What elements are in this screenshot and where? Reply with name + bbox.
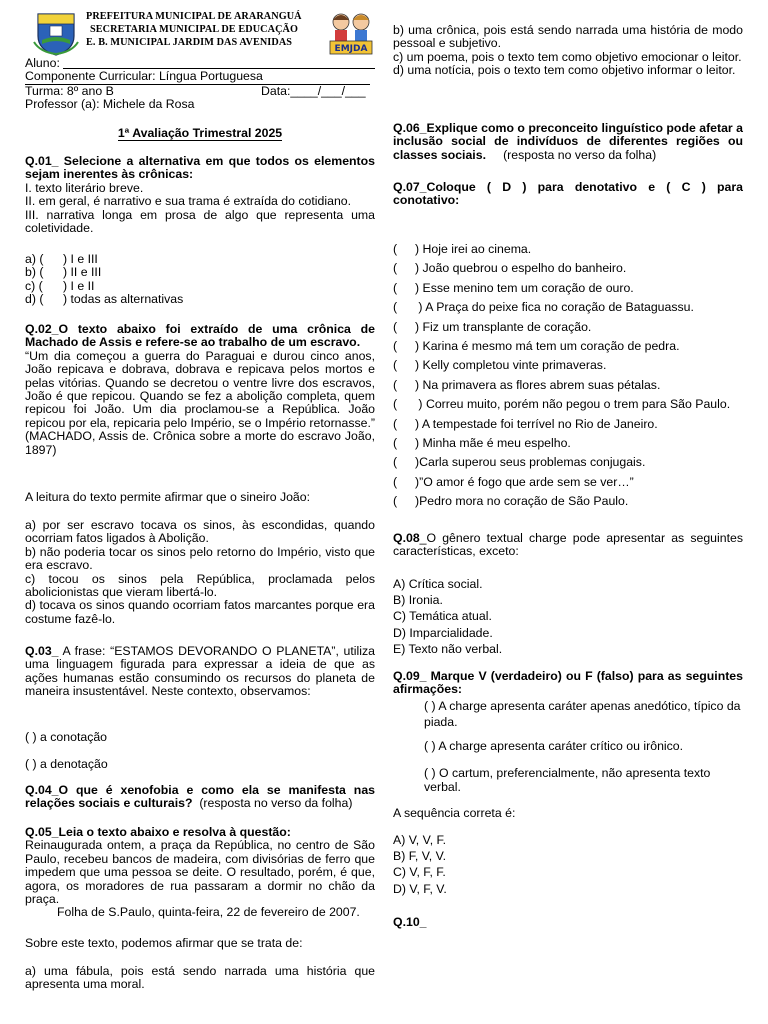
- q05-prompt: Q.05_Leia o texto abaixo e resolva à questão:: [25, 825, 291, 839]
- q09-items: [424, 698, 744, 794]
- q07-item[interactable]: ( ) Hoje irei ao cinema.: [393, 242, 532, 256]
- q01-option-a[interactable]: a) ( ) I e III: [25, 252, 98, 266]
- q08-option-c[interactable]: C) Temática atual.: [393, 609, 492, 624]
- student-info: [25, 57, 375, 112]
- q07-items: [393, 240, 743, 512]
- q08-option-b[interactable]: B) Ironia.: [393, 593, 443, 608]
- q05-question: Sobre este texto, podemos afirmar que se trata de:: [25, 936, 303, 950]
- q01-item-1: I. texto literário breve.: [25, 180, 144, 195]
- q08-option-a[interactable]: A) Crítica social.: [393, 577, 483, 591]
- q01-prompt: Q.01_ Selecione a alternativa em que todos os elementos sejam inerentes às crônicas:: [25, 154, 375, 182]
- q07-item[interactable]: ( )”O amor é fogo que arde sem se ver…”: [393, 474, 634, 489]
- q05-option-a[interactable]: a) uma fábula, pois está sendo narrada uma história que apresenta uma moral.: [25, 964, 375, 992]
- q05-source: Folha de S.Paulo, quinta-feira, 22 de fevereiro de 2007.: [57, 905, 360, 920]
- mascot-label: EMJDA: [334, 44, 368, 54]
- municipal-crest-icon: [32, 10, 80, 56]
- header-line-2: SECRETARIA MUNICIPAL DE EDUCAÇÃO: [90, 24, 299, 35]
- question-01: [25, 155, 375, 235]
- q01-item-3: III. narrativa longa em prosa de algo que representa uma coletividade.: [25, 207, 375, 236]
- q05-options-continued: [393, 24, 743, 78]
- turma-label: Turma: 8º ano B: [25, 83, 114, 98]
- q05-option-c[interactable]: c) um poema, pois o texto tem como objetivo emocionar o leitor.: [393, 49, 742, 64]
- q09-item-3[interactable]: ( ) O cartum, preferencialmente, não apresenta texto verbal.: [424, 766, 711, 794]
- q02-option-d[interactable]: d) tocava os sinos quando ocorriam fatos marcantes porque era costume fazê-lo.: [25, 598, 375, 626]
- header-line-1: PREFEITURA MUNICIPAL DE ARARANGUÁ: [86, 11, 302, 22]
- school-mascot-logo: [326, 8, 376, 56]
- aluno-label: Aluno:: [25, 56, 60, 70]
- q04-prompt: Q.04_O que é xenofobia e como ela se manifesta nas relações sociais e culturais?: [25, 783, 375, 811]
- date-field[interactable]: Data:____/___/___: [261, 83, 366, 98]
- q07-item[interactable]: ( )Carla superou seus problemas conjugais.: [393, 455, 646, 470]
- q08-option-e[interactable]: E) Texto não verbal.: [393, 641, 503, 656]
- professor-label: Professor (a): Michele da Rosa: [25, 97, 195, 112]
- q07-item[interactable]: ( ) Esse menino tem um coração de ouro.: [393, 280, 634, 295]
- question-08: Q.08_O gênero textual charge pode apresentar as seguintes características, exceto:: [393, 531, 743, 559]
- q07-item[interactable]: ( ) Na primavera as flores abrem suas pétalas.: [393, 377, 661, 392]
- q07-item[interactable]: ( ) Fiz um transplante de coração.: [393, 319, 592, 334]
- q09-item-2[interactable]: ( ) A charge apresenta caráter crítico ou irônico.: [424, 739, 684, 753]
- q03-text: A frase: “ESTAMOS DEVORANDO O PLANETA”, utiliza uma linguagem figurada para expressar a ideia de que as ações humanas estão consumindo os recursos do planeta de maneira insustentável. Neste contexto, observamos:: [25, 644, 375, 699]
- q06-prompt: Q.06_Explique como o preconceito linguístico pode afetar a inclusão social de indivíduos de diferentes regiões ou classes sociais.: [393, 121, 743, 162]
- header-line-3: E. B. MUNICIPAL JARDIM DAS AVENIDAS: [86, 37, 293, 48]
- q05-option-d[interactable]: d) uma notícia, pois o texto tem como objetivo informar o leitor.: [393, 63, 736, 78]
- q02-option-b[interactable]: b) não poderia tocar os sinos pelo retorno do Império, visto que era escravo.: [25, 544, 375, 573]
- question-06: [393, 122, 743, 162]
- q06-note: (resposta no verso da folha): [503, 147, 657, 162]
- page-title: 1ª Avaliação Trimestral 2025: [117, 126, 283, 140]
- question-03: [25, 645, 375, 699]
- q07-item[interactable]: ( ) João quebrou o espelho do banheiro.: [393, 261, 627, 276]
- q09-option-d[interactable]: D) V, F, V.: [393, 881, 447, 896]
- q03-label: Q.03_: [25, 644, 59, 658]
- q09-item-1[interactable]: ( ) A charge apresenta caráter apenas anedótico, típico da piada.: [424, 699, 741, 729]
- q08-options: [393, 576, 743, 657]
- q09-option-b[interactable]: B) F, V, V.: [393, 849, 447, 864]
- q07-item[interactable]: ( ) Karina é mesmo má tem um coração de pedra.: [393, 339, 680, 354]
- q02-option-c[interactable]: c) tocou os sinos pela República, proclamada pelos abolicionistas que vieram libertá-lo.: [25, 571, 375, 600]
- q09-options: [393, 832, 743, 897]
- q01-item-2: II. em geral, é narrativo e sua trama é extraída do cotidiano.: [25, 194, 352, 209]
- q07-item[interactable]: ( ) Kelly completou vinte primaveras.: [393, 358, 607, 373]
- q02-quote: “Um dia começou a guerra do Paraguai e durou cinco anos, João repicava e dobrava, dobrava e repicava pelos mortos e pelas vitórias. Quando se decretou o ventre livre dos escravos, João é que repicou. Quando se fez a abolição completa, quem repicou foi João. Um dia proclamou-se a República. João repicou por ela, repicaria pelo Império, se o Império retornasse.” (MACHADO, Assis de. Crônica sobre a morte do escravo João, 1897): [25, 348, 375, 457]
- q02-option-a[interactable]: a) por ser escravo tocava os sinos, às escondidas, quando ocorriam fatos ligados à Abolição.: [25, 518, 375, 546]
- q07-item[interactable]: ( ) A Praça do peixe fica no coração de Bataguassu.: [393, 300, 694, 315]
- q02-options: [25, 519, 375, 626]
- q08-option-d[interactable]: D) Imparcialidade.: [393, 625, 493, 640]
- question-05: [25, 826, 375, 920]
- q02-question: A leitura do texto permite afirmar que o sineiro João:: [25, 490, 311, 504]
- q05-option-b[interactable]: b) uma crônica, pois está sendo narrada uma história de modo pessoal e subjetivo.: [393, 23, 743, 51]
- q03-option-denotacao[interactable]: ( ) a denotação: [25, 757, 108, 771]
- aluno-line[interactable]: [63, 68, 375, 69]
- q09-prompt: Q.09_ Marque V (verdadeiro) ou F (falso) para as seguintes afirmações:: [393, 669, 743, 697]
- q07-prompt: Q.07_Coloque ( D ) para denotativo e ( C ) para conotativo:: [393, 180, 743, 208]
- q01-option-d[interactable]: d) ( ) todas as alternativas: [25, 292, 184, 307]
- q10-label: Q.10_: [393, 915, 427, 929]
- question-04: [25, 784, 375, 811]
- componente-field: Componente Curricular: Língua Portuguesa: [25, 70, 370, 84]
- q07-item[interactable]: ( ) A tempestade foi terrível no Rio de Janeiro.: [393, 416, 658, 431]
- q07-item[interactable]: ( )Pedro mora no coração de São Paulo.: [393, 494, 629, 509]
- q09-option-c[interactable]: C) V, F, F.: [393, 865, 446, 880]
- q07-item[interactable]: ( ) Minha mãe é meu espelho.: [393, 436, 571, 451]
- q03-option-conotacao[interactable]: ( ) a conotação: [25, 730, 108, 744]
- q01-option-c[interactable]: c) ( ) I e II: [25, 278, 95, 293]
- q01-options: [25, 253, 375, 307]
- question-02: [25, 323, 375, 457]
- q04-note: (resposta no verso da folha): [199, 796, 353, 811]
- q09-question: A sequência correta é:: [393, 806, 516, 820]
- q01-option-b[interactable]: b) ( ) II e III: [25, 265, 102, 280]
- q07-item[interactable]: ( ) Correu muito, porém não pegou o trem para São Paulo.: [393, 397, 731, 412]
- q02-prompt: Q.02_O texto abaixo foi extraído de uma crônica de Machado de Assis e refere-se ao trabalho de um escravo.: [25, 322, 375, 350]
- q05-text: Reinaugurada ontem, a praça da República, no centro de São Paulo, recebeu bancos de madeira, com divisórias de ferro que impedem que uma pessoa se deite. O resultado, porém, é que, agora, os moradores de rua passaram a dormir no chão da praça.: [25, 838, 375, 907]
- school-header: [30, 8, 375, 56]
- q09-option-a[interactable]: A) V, V, F.: [393, 833, 447, 847]
